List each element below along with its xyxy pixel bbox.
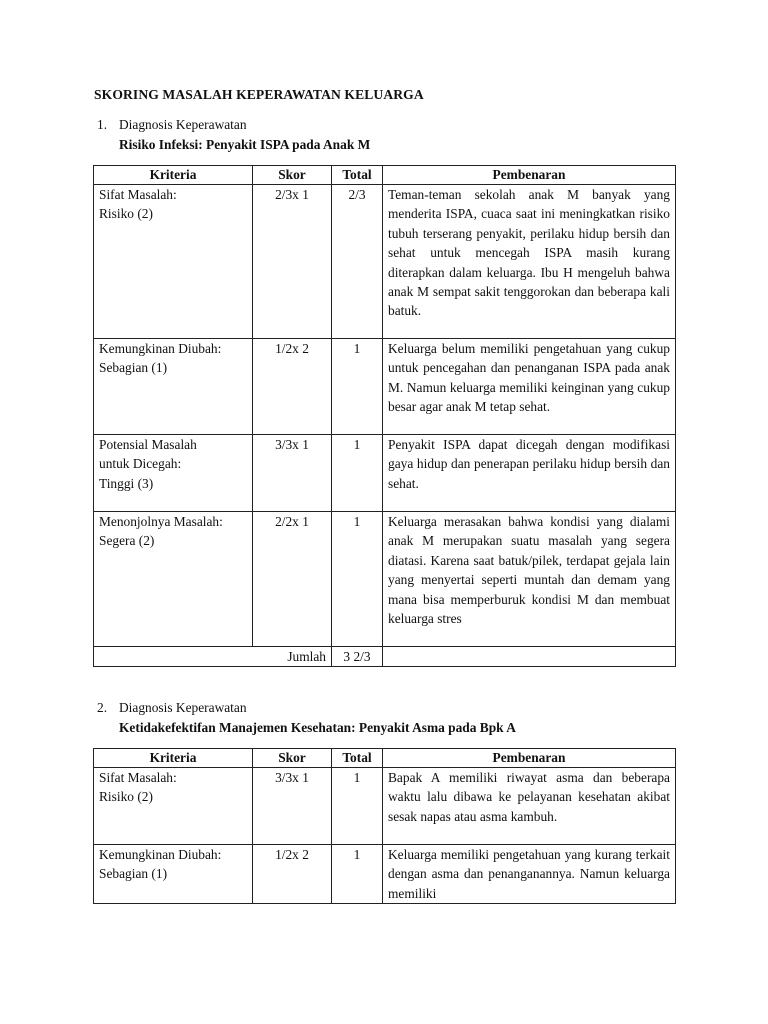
pembenaran-cell: Keluarga belum memiliki pengetahuan yang cukup untuk pencegahan dan penanganan ISPA pada anak M. Namun keluarga memiliki keinginan yang cukup besar agar anak M tetap sehat. [383, 339, 676, 435]
header-skor: Skor [253, 749, 332, 768]
header-skor: Skor [253, 166, 332, 185]
total-cell: 2/3 [332, 185, 383, 339]
kriteria-value: Segera (2) [99, 533, 155, 549]
kriteria-cell [94, 435, 253, 512]
section-2-heading [97, 698, 516, 738]
table-row [94, 339, 676, 435]
header-kriteria: Kriteria [94, 749, 253, 768]
total-cell: 1 [332, 339, 383, 435]
total-cell: 1 [332, 435, 383, 512]
jumlah-label: Jumlah [94, 647, 332, 667]
kriteria-cell [94, 768, 253, 845]
kriteria-label: Potensial Masalah [99, 437, 197, 452]
scoring-table-1 [93, 165, 676, 667]
jumlah-row [94, 647, 676, 667]
table-row [94, 768, 676, 845]
total-cell: 1 [332, 845, 383, 904]
kriteria-label: Kemungkinan Diubah: [99, 847, 222, 862]
table-header-row [94, 166, 676, 185]
kriteria-label: Kemungkinan Diubah: [99, 341, 222, 356]
table-row [94, 845, 676, 904]
kriteria-value: Risiko (2) [99, 789, 153, 805]
header-pembenaran: Pembenaran [383, 749, 676, 768]
skor-cell: 2/2x 1 [253, 512, 332, 647]
kriteria-value: Sebagian (1) [99, 866, 168, 882]
header-total: Total [332, 166, 383, 185]
table-row [94, 435, 676, 512]
pembenaran-cell: Keluarga memiliki pengetahuan yang kurang terkait dengan asma dan penanganannya. Namun keluarga memiliki [383, 845, 676, 904]
kriteria-label: untuk Dicegah: [99, 456, 182, 472]
section-1-heading [97, 115, 370, 155]
table-row [94, 185, 676, 339]
table-row [94, 512, 676, 647]
kriteria-cell [94, 185, 253, 339]
kriteria-label: Sifat Masalah: [99, 770, 177, 785]
skor-cell: 3/3x 1 [253, 435, 332, 512]
kriteria-value: Sebagian (1) [99, 360, 168, 376]
section-subheading: Ketidakefektifan Manajemen Kesehatan: Penyakit Asma pada Bpk A [119, 720, 516, 735]
section-subheading: Risiko Infeksi: Penyakit ISPA pada Anak M [119, 137, 371, 152]
skor-cell: 2/3x 1 [253, 185, 332, 339]
kriteria-cell [94, 512, 253, 647]
jumlah-empty-cell [383, 647, 676, 667]
skor-cell: 3/3x 1 [253, 768, 332, 845]
pembenaran-cell: Penyakit ISPA dapat dicegah dengan modifikasi gaya hidup dan penerapan perilaku hidup bersih dan sehat. [383, 435, 676, 512]
document-title: SKORING MASALAH KEPERAWATAN KELUARGA [94, 87, 424, 102]
kriteria-value: Risiko (2) [99, 206, 153, 222]
section-number: 1. [97, 117, 108, 132]
header-kriteria: Kriteria [94, 166, 253, 185]
section-heading-text: Diagnosis Keperawatan [119, 700, 247, 715]
kriteria-label: Sifat Masalah: [99, 187, 177, 202]
header-pembenaran: Pembenaran [383, 166, 676, 185]
total-cell: 1 [332, 768, 383, 845]
scoring-table-2 [93, 748, 676, 904]
kriteria-value: Tinggi (3) [99, 475, 154, 491]
total-cell: 1 [332, 512, 383, 647]
header-total: Total [332, 749, 383, 768]
skor-cell: 1/2x 2 [253, 339, 332, 435]
skor-cell: 1/2x 2 [253, 845, 332, 904]
pembenaran-cell: Keluarga merasakan bahwa kondisi yang dialami anak M merupakan suatu masalah yang segera diatasi. Karena saat batuk/pilek, terdapat gejala lain yang menyertai seperti muntah dan demam yang mana bisa memperburuk kondisi M dan membuat keluarga stres [383, 512, 676, 647]
table-header-row [94, 749, 676, 768]
kriteria-label: Menonjolnya Masalah: [99, 514, 223, 529]
section-number: 2. [97, 700, 108, 715]
kriteria-cell [94, 339, 253, 435]
kriteria-cell [94, 845, 253, 904]
pembenaran-cell: Teman-teman sekolah anak M banyak yang menderita ISPA, cuaca saat ini meningkatkan risiko tubuh terserang penyakit, perilaku hidup bersih dan sehat untuk mencegah ISPA masih kurang diterapkan dalam keluarga. Ibu H mengeluh bahwa anak M sempat sakit tenggorokan dan beberapa kali batuk. [383, 185, 676, 339]
jumlah-total: 3 2/3 [332, 647, 383, 667]
section-heading-text: Diagnosis Keperawatan [119, 117, 247, 132]
pembenaran-cell: Bapak A memiliki riwayat asma dan beberapa waktu lalu dibawa ke pelayanan kesehatan akibat sesak napas atau asma kambuh. [383, 768, 676, 845]
